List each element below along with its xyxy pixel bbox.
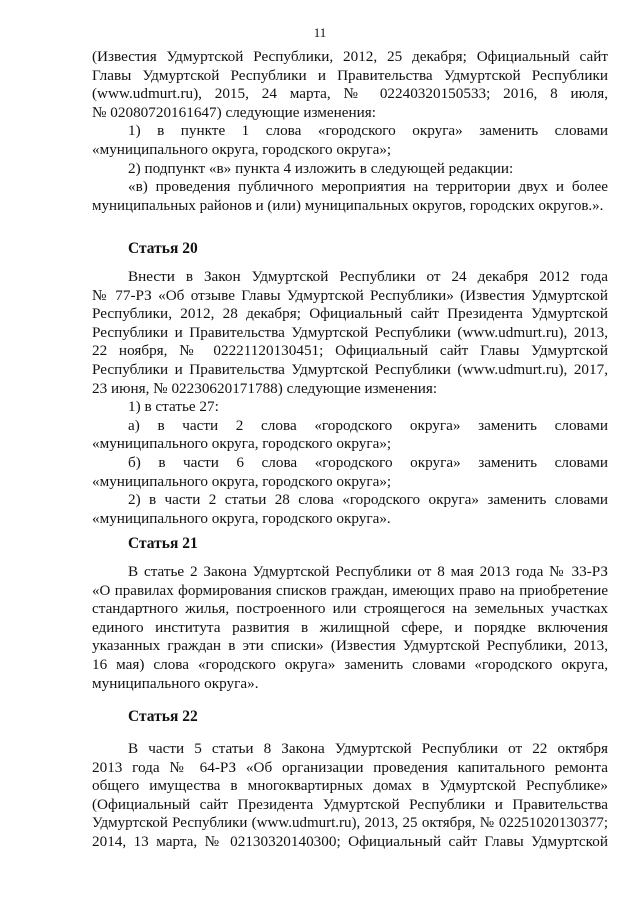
text-line: 1) в статье 27: (128, 398, 219, 416)
text-line: 16 мая) слова «городского округа» заменить словами «городского округа, (92, 655, 608, 673)
text-line: «муниципального округа, городского округа»; (92, 435, 392, 453)
text-line: а) в части 2 слова «городского округа» заменить словами (128, 416, 608, 434)
text-line: «муниципального округа, городского округа»; (92, 472, 392, 490)
text-line: 2014, 13 марта, № 02130320140300; Официальный сайт Главы Удмуртской (92, 832, 608, 850)
text-line: (Известия Удмуртской Республики, 2012, 25 декабря; Официальный сайт (92, 48, 608, 65)
text-line: № 02080720161647) следующие изменения: (92, 103, 376, 121)
text-line: общего имущества в многоквартирных домах в Удмуртской Республике» (92, 777, 608, 795)
text-line: 2) подпункт «в» пункта 4 изложить в следующей редакции: (128, 159, 514, 177)
text-line: «муниципального округа, городского округа»; (92, 140, 392, 158)
text-line: единого института развития в жилищной сфере, и порядке включения (92, 618, 608, 636)
article-20-heading: Статья 20 (128, 240, 198, 257)
text-line: Главы Удмуртской Республики и Правительства Удмуртской Республики (92, 66, 608, 84)
text-line: 22 ноября, № 02221120130451; Официальный сайт Главы Удмуртской (92, 342, 608, 360)
text-line: (www.udmurt.ru), 2015, 24 марта, № 02240320150533; 2016, 8 июля, (92, 85, 608, 103)
text-line: В части 5 статьи 8 Закона Удмуртской Республики от 22 октября (128, 740, 608, 757)
text-line: указанных граждан в эти списки» (Известия Удмуртской Республики, 2013, (92, 637, 608, 655)
text-line: «в) проведения публичного мероприятия на территории двух и более (128, 178, 608, 196)
text-line: 23 июня, № 02230620171788) следующие изменения: (92, 379, 438, 397)
text-line: № 77-РЗ «Об отзыве Главы Удмуртской Республики» (Известия Удмуртской (92, 286, 608, 304)
text-line: муниципального округа». (92, 674, 259, 692)
text-line: Удмуртской Республики (www.udmurt.ru), 2013, 25 октября, № 02251020130377; (92, 815, 608, 832)
text-line: 2013 года № 64-РЗ «Об организации проведения капитального ремонта (92, 758, 608, 776)
text-line: муниципальных районов и (или) муниципальных округов, городских округов.». (92, 197, 604, 214)
article-22-body (92, 740, 608, 852)
text-line: «О правилах формирования списков граждан, имеющих право на приобретение (92, 582, 608, 599)
text-line: стандартного жилья, построенного или строящегося на земельных участках (92, 600, 608, 618)
text-line: «муниципального округа, городского округа». (92, 509, 391, 527)
text-line: б) в части 6 слова «городского округа» заменить словами (128, 453, 608, 471)
article-22-heading: Статья 22 (128, 708, 198, 725)
text-line: 1) в пункте 1 слова «городского округа» заменить словами (128, 122, 608, 140)
text-line: (Официальный сайт Президента Удмуртской Республики и Правительства (92, 795, 608, 813)
article-20-body (92, 268, 608, 528)
article-21-heading: Статья 21 (128, 535, 198, 552)
text-line: 2) в части 2 статьи 28 слова «городского округа» заменить словами (128, 491, 608, 509)
article-21-body (92, 563, 608, 693)
page-number: 11 (313, 25, 327, 40)
top-paragraph-block (92, 48, 608, 215)
text-line: Внести в Закон Удмуртской Республики от 24 декабря 2012 года (128, 268, 608, 285)
text-line: Республики, 2012, 28 декабря; Официальный сайт Президента Удмуртской (92, 305, 608, 323)
text-line: Республики и Правительства Удмуртской Республики (www.udmurt.ru), 2013, (92, 323, 608, 341)
text-line: Республики и Правительства Удмуртской Республики (www.udmurt.ru), 2017, (92, 360, 608, 378)
text-line: В статье 2 Закона Удмуртской Республики от 8 мая 2013 года № 33-РЗ (128, 563, 608, 580)
